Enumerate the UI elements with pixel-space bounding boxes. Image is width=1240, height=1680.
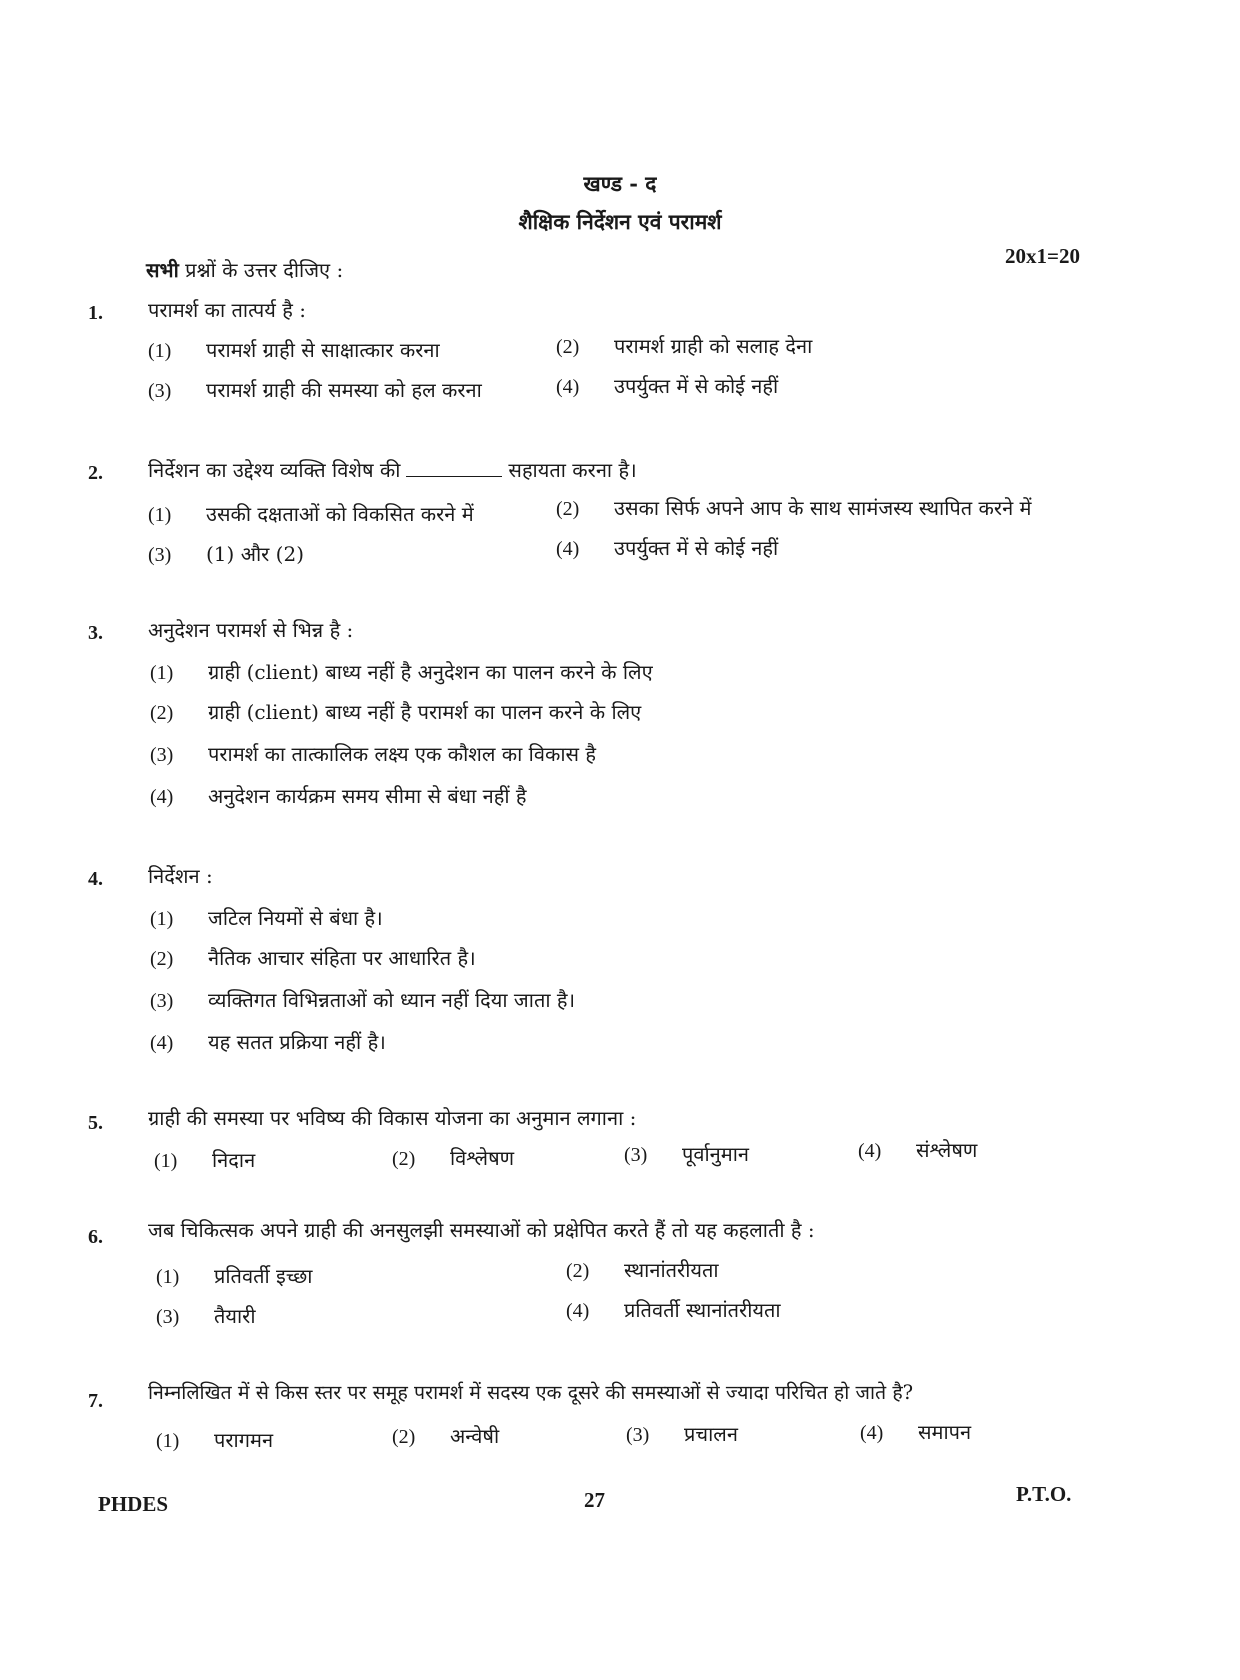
option-number: (3): [150, 744, 174, 766]
option-3: [626, 1420, 738, 1447]
question-number: 7.: [88, 1390, 103, 1412]
option-text: उपर्युक्त में से कोई नहीं: [614, 536, 779, 560]
question-text: निर्देशन :: [148, 864, 213, 888]
option-number: (3): [626, 1424, 650, 1446]
option-3: [148, 540, 304, 567]
option-text: पूर्वानुमान: [682, 1142, 749, 1166]
option-1: [150, 658, 653, 685]
option-2: [556, 494, 1032, 521]
option-text: (1) और (2): [206, 542, 305, 566]
option-text: अन्वेषी: [450, 1424, 500, 1448]
please-turn-over: P.T.O.: [1016, 1482, 1072, 1506]
option-number: (2): [556, 336, 580, 358]
option-number: (1): [150, 662, 174, 684]
page-number: 27: [584, 1488, 605, 1512]
question-text: परामर्श का तात्पर्य है :: [148, 298, 306, 322]
option-2: [392, 1144, 514, 1171]
option-text: परामर्श ग्राही को सलाह देना: [614, 334, 813, 358]
option-text: परामर्श का तात्कालिक लक्ष्य एक कौशल का विकास है: [208, 742, 596, 766]
option-text: प्रतिवर्ती इच्छा: [214, 1264, 313, 1288]
option-number: (3): [624, 1144, 648, 1166]
option-3: [148, 376, 482, 403]
option-text: विश्लेषण: [450, 1146, 515, 1170]
option-text: उपर्युक्त में से कोई नहीं: [614, 374, 779, 398]
option-text: यह सतत प्रक्रिया नहीं है।: [208, 1030, 386, 1054]
option-2: [150, 698, 641, 725]
question-text: अनुदेशन परामर्श से भिन्न है :: [148, 618, 354, 642]
instruction: [146, 256, 343, 283]
option-text: प्रचालन: [684, 1422, 738, 1446]
question-text: ग्राही की समस्या पर भविष्य की विकास योजना का अनुमान लगाना :: [148, 1106, 637, 1130]
option-number: (2): [392, 1148, 416, 1170]
option-1: [154, 1146, 255, 1173]
question-number: 6.: [88, 1226, 103, 1248]
option-number: (3): [148, 380, 172, 402]
option-text: जटिल नियमों से बंधा है।: [208, 906, 383, 930]
option-number: (4): [566, 1300, 590, 1322]
option-2: [150, 944, 476, 971]
question-text: निम्नलिखित में से किस स्तर पर समूह परामर्श में सदस्य एक दूसरे की समस्याओं से ज्यादा परिचित हो जाते है?: [148, 1381, 914, 1404]
question-text-before: निर्देशन का उद्देश्य व्यक्ति विशेष की: [148, 458, 401, 482]
option-number: (2): [150, 948, 174, 970]
option-1: [156, 1262, 312, 1289]
option-4: [150, 782, 527, 809]
question-number: 1.: [88, 302, 103, 324]
option-4: [150, 1028, 386, 1055]
instruction-bold: सभी: [146, 258, 179, 282]
option-number: (3): [148, 544, 172, 566]
question-number: 4.: [88, 868, 103, 890]
option-number: (4): [556, 538, 580, 560]
question-text-after: सहायता करना है।: [508, 458, 637, 482]
option-text: परामर्श ग्राही से साक्षात्कार करना: [206, 338, 440, 362]
option-text: ग्राही (client) बाध्य नहीं है परामर्श का पालन करने के लिए: [208, 700, 642, 724]
question-number: 5.: [88, 1112, 103, 1134]
option-4: [556, 372, 778, 399]
option-text: परागमन: [214, 1428, 274, 1452]
option-number: (3): [156, 1306, 180, 1328]
option-number: (1): [150, 908, 174, 930]
question-text: जब चिकित्सक अपने ग्राही की अनसुलझी समस्याओं को प्रक्षेपित करते हैं तो यह कहलाती है :: [148, 1218, 815, 1242]
option-4: [858, 1136, 977, 1163]
option-text: स्थानांतरीयता: [624, 1258, 719, 1282]
section-subtitle: शैक्षिक निर्देशन एवं परामर्श: [518, 209, 722, 234]
option-number: (4): [860, 1422, 884, 1444]
option-number: (1): [148, 340, 172, 362]
section-title: खण्ड - द: [583, 171, 657, 196]
option-text: प्रतिवर्ती स्थानांतरीयता: [624, 1298, 781, 1322]
option-1: [148, 336, 440, 363]
option-4: [556, 534, 778, 561]
option-number: (4): [150, 1032, 174, 1054]
paper-code: PHDES: [98, 1492, 169, 1516]
option-1: [148, 500, 474, 527]
question-text: [148, 456, 637, 483]
option-number: (2): [150, 702, 174, 724]
option-text: ग्राही (client) बाध्य नहीं है अनुदेशन का पालन करने के लिए: [208, 660, 653, 684]
option-text: उसका सिर्फ अपने आप के साथ सामंजस्य स्थापित करने में: [614, 496, 1032, 520]
option-text: व्यक्तिगत विभिन्नताओं को ध्यान नहीं दिया जाता है।: [208, 988, 576, 1012]
option-3: [624, 1140, 749, 1167]
option-3: [150, 740, 596, 767]
option-1: [156, 1426, 273, 1453]
option-text: नैतिक आचार संहिता पर आधारित है।: [208, 946, 476, 970]
option-2: [566, 1256, 719, 1283]
option-number: (1): [148, 504, 172, 526]
option-number: (2): [392, 1426, 416, 1448]
option-number: (4): [150, 786, 174, 808]
option-text: संश्लेषण: [916, 1138, 978, 1162]
option-number: (1): [156, 1430, 180, 1452]
option-text: परामर्श ग्राही की समस्या को हल करना: [206, 378, 482, 402]
option-1: [150, 904, 383, 931]
option-4: [566, 1296, 781, 1323]
option-text: अनुदेशन कार्यक्रम समय सीमा से बंधा नहीं है: [208, 784, 527, 808]
option-4: [860, 1418, 971, 1445]
option-number: (4): [556, 376, 580, 398]
option-2: [556, 332, 812, 359]
option-number: (2): [566, 1260, 590, 1282]
option-2: [392, 1422, 499, 1449]
instruction-text: प्रश्नों के उत्तर दीजिए :: [185, 258, 344, 282]
option-text: समापन: [918, 1420, 972, 1444]
option-3: [150, 986, 575, 1013]
marks-scheme: 20x1=20: [1005, 244, 1080, 268]
fill-in-blank: [406, 476, 502, 477]
question-number: 2.: [88, 462, 103, 484]
option-number: (1): [156, 1266, 180, 1288]
option-number: (2): [556, 498, 580, 520]
question-number: 3.: [88, 622, 103, 644]
option-number: (3): [150, 990, 174, 1012]
option-text: उसकी दक्षताओं को विकसित करने में: [206, 502, 474, 526]
option-3: [156, 1302, 256, 1329]
option-text: तैयारी: [214, 1304, 256, 1328]
option-number: (1): [154, 1150, 178, 1172]
option-text: निदान: [212, 1148, 256, 1172]
option-number: (4): [858, 1140, 882, 1162]
